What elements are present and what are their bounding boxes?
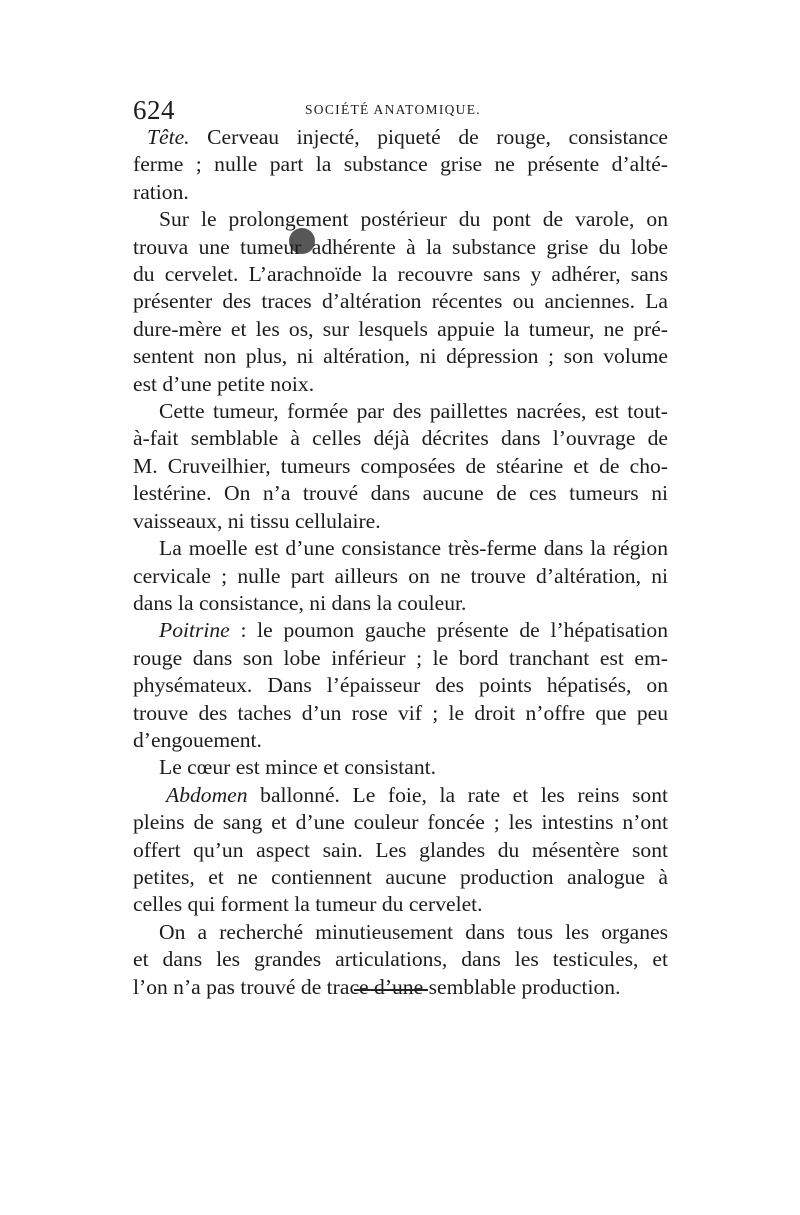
text-line: ration. xyxy=(133,179,189,204)
text-line: celles qui forment la tumeur du cervelet. xyxy=(133,892,483,917)
paragraph xyxy=(133,754,668,781)
text-line: physémateux. Dans l’épaisseur des points hépatisés, on xyxy=(133,673,668,698)
text-line: cervicale ; nulle part ailleurs on ne trouve d’altération, ni xyxy=(133,563,668,588)
paragraph xyxy=(133,535,668,617)
text-line: lestérine. On n’a trouvé dans aucune de ces tumeurs ni xyxy=(133,481,668,506)
text-line: Poitrine : le poumon gauche présente de l’hépatisation xyxy=(159,618,668,643)
text-line: pleins de sang et d’une couleur foncée ; les intestins n’ont xyxy=(133,810,668,835)
running-head: SOCIÉTÉ ANATOMIQUE. xyxy=(305,102,481,117)
text-line: offert qu’un aspect sain. Les glandes du mésentère sont xyxy=(133,837,668,862)
paragraph xyxy=(133,782,668,919)
text-line: à-fait semblable à celles déjà décrites dans l’ouvrage de xyxy=(133,426,668,451)
paragraph xyxy=(133,124,668,206)
text-line: rouge dans son lobe inférieur ; le bord tranchant est em- xyxy=(133,645,668,670)
section-rule xyxy=(354,989,428,991)
page-number: 624 xyxy=(133,95,175,125)
text-line: dure-mère et les os, sur lesquels appuie la tumeur, ne pré- xyxy=(133,316,668,341)
text-line: sentent non plus, ni altération, ni dépression ; son volume xyxy=(133,344,668,369)
text-line: vaisseaux, ni tissu cellulaire. xyxy=(133,508,381,533)
text-line: petites, et ne contiennent aucune production analogue à xyxy=(133,864,668,889)
text-line: Sur le prolongement postérieur du pont de varole, on xyxy=(159,207,668,232)
body-text xyxy=(133,124,668,1001)
text-line: On a recherché minutieusement dans tous les organes xyxy=(159,919,668,944)
text-line: présenter des traces d’altération récentes ou anciennes. La xyxy=(133,289,668,314)
text-line: l’on n’a pas trouvé de trace d’une semblable production. xyxy=(133,974,621,999)
paragraph xyxy=(133,206,668,398)
text-line: et dans les grandes articulations, dans les testicules, et xyxy=(133,947,668,972)
text-line: ferme ; nulle part la substance grise ne présente d’alté- xyxy=(133,152,668,177)
text-line: La moelle est d’une consistance très-ferme dans la région xyxy=(159,536,668,561)
text-line: dans la consistance, ni dans la couleur. xyxy=(133,590,467,615)
text-line: Cette tumeur, formée par des paillettes nacrées, est tout- xyxy=(159,399,668,424)
page-header xyxy=(133,95,668,127)
text-line: M. Cruveilhier, tumeurs composées de stéarine et de cho- xyxy=(133,453,668,478)
text-line: trouve des taches d’un rose vif ; le droit n’offre que peu xyxy=(133,700,668,725)
text-line: Tête. Cerveau injecté, piqueté de rouge, consistance xyxy=(147,125,668,149)
text-line: du cervelet. L’arachnoïde la recouvre sans y adhérer, sans xyxy=(133,262,668,287)
paragraph xyxy=(133,398,668,535)
text-line: Abdomen ballonné. Le foie, la rate et les reins sont xyxy=(166,782,668,807)
text-line: d’engouement. xyxy=(133,727,262,752)
text-line: Le cœur est mince et consistant. xyxy=(159,755,437,780)
text-line: trouva une tumeur adhérente à la substance grise du lobe xyxy=(133,234,668,259)
paragraph xyxy=(133,617,668,754)
text-line: est d’une petite noix. xyxy=(133,371,315,396)
